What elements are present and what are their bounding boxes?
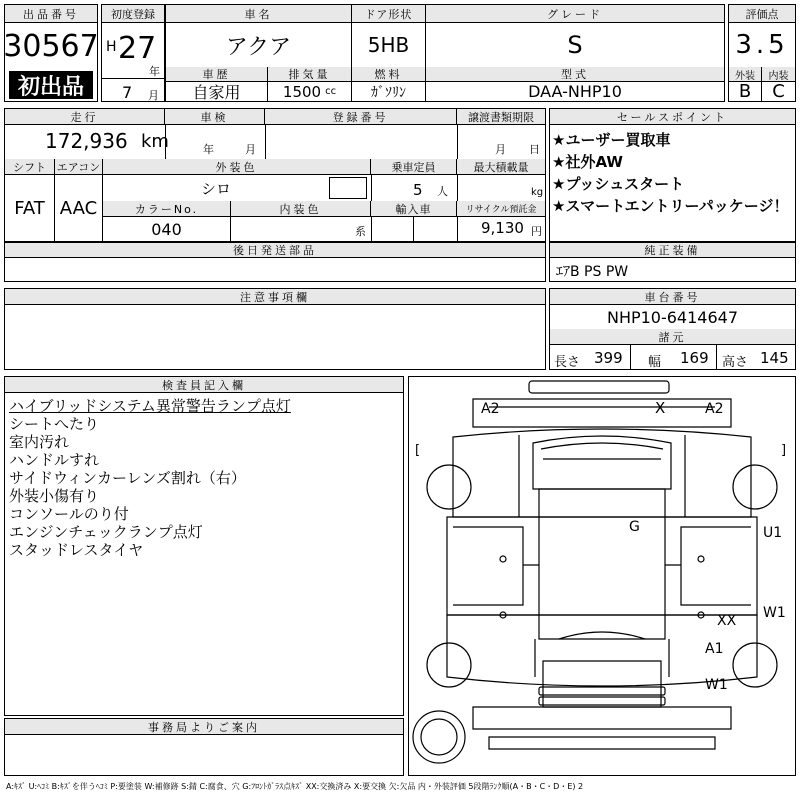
score-block	[728, 4, 796, 102]
vehicle-history: 自家用	[166, 82, 268, 101]
height-value: 145	[760, 349, 789, 367]
inspector-note: ハンドルすれ	[9, 451, 100, 469]
sales-point: ★社外AW	[552, 153, 623, 171]
chassis-number: NHP10-6414647	[606, 307, 739, 327]
car-name: アクア	[166, 23, 352, 67]
notes-label: 注意事項欄	[5, 289, 545, 305]
registration-year: 27	[118, 31, 157, 66]
sales-point: ★プッシュスタート	[552, 175, 685, 193]
damage-mark: A1	[705, 641, 724, 657]
history-label: 車歴	[166, 67, 268, 82]
lot-block	[4, 4, 98, 102]
inspector-note: 外装小傷有り	[9, 487, 100, 505]
chassis-label: 車台番号	[550, 289, 795, 305]
registration-month: 7	[122, 83, 133, 102]
inspection-year-unit: 年	[203, 143, 214, 156]
left-bracket: [	[415, 443, 421, 458]
transfer-month-unit: 月	[495, 143, 506, 156]
later-parts-label: 後日発送部品	[5, 243, 545, 258]
era: H	[106, 39, 117, 55]
door-label: ドア形状	[352, 5, 426, 23]
later-parts-block	[4, 242, 546, 282]
damage-mark: A2	[481, 401, 500, 417]
equipment-list: ｴｱB PS PW	[556, 264, 629, 280]
door-type: 5HB	[352, 23, 426, 67]
inspector-notes-label: 検査員記入欄	[5, 377, 403, 393]
height-label: 高さ	[722, 355, 749, 370]
aircon-label: エアコン	[55, 159, 103, 175]
first-registration-block	[101, 4, 165, 102]
transfer-day-unit: 日	[529, 143, 540, 156]
color-swatch	[329, 177, 367, 199]
month-unit: 月	[148, 89, 159, 102]
inspector-notes-block	[4, 376, 404, 716]
exterior-color-label: 外装色	[103, 159, 371, 175]
sales-points-block	[549, 108, 796, 242]
max-load-label: 最大積載量	[457, 159, 545, 175]
grade-label: グレード	[426, 5, 724, 23]
sales-point: ★ユーザー買取車	[552, 131, 671, 149]
first-registration-label: 初度登録	[102, 5, 164, 23]
displacement: 1500	[282, 82, 322, 101]
inspector-note: サイドウィンカーレンズ割れ（右）	[9, 469, 246, 487]
shift-type: FAT	[5, 175, 55, 241]
displacement-unit: cc	[325, 86, 337, 97]
import-label: 輸入車	[371, 201, 457, 217]
office-info-label: 事務局よりご案内	[5, 719, 403, 735]
displacement-label: 排気量	[268, 67, 352, 82]
car-name-label: 車名	[166, 5, 352, 23]
interior-color-unit: 系	[355, 225, 366, 238]
score-value: 3.5	[735, 30, 789, 60]
fuel-type: ｶﾞｿﾘﾝ	[352, 82, 426, 101]
color-number: 040	[103, 217, 231, 241]
inspection-label: 車検	[165, 109, 265, 125]
damage-mark: W1	[763, 605, 786, 621]
length-label: 長さ	[554, 355, 581, 370]
inspector-note: コンソールのり付	[9, 505, 129, 523]
equipment-label: 純正装備	[550, 243, 795, 258]
fuel-label: 燃料	[352, 67, 426, 82]
max-load-unit: kg	[531, 187, 544, 198]
damage-mark: U1	[763, 525, 783, 541]
width-label: 幅	[648, 355, 662, 370]
model-code: DAA-NHP10	[528, 82, 622, 101]
inspector-note: 室内汚れ	[9, 433, 70, 451]
exterior-score: B	[729, 82, 762, 101]
mileage: 172,936	[45, 129, 128, 153]
inspector-notes-list	[9, 397, 291, 559]
inspector-note: エンジンチェックランプ点灯	[9, 523, 203, 541]
interior-score-label: 内装	[762, 67, 795, 82]
capacity: 5	[413, 181, 423, 199]
recycle-fee-unit: 円	[531, 225, 542, 238]
dims-label: 諸元	[550, 329, 795, 345]
interior-score: C	[772, 81, 785, 102]
lot-number: 30567	[3, 28, 99, 64]
damage-mark: XX	[717, 613, 737, 629]
length-value: 399	[594, 349, 623, 367]
model-label: 型式	[426, 67, 724, 82]
year-unit: 年	[149, 65, 160, 78]
inspector-note: スタッドレスタイヤ	[9, 541, 144, 559]
exterior-color: シロ	[200, 179, 231, 198]
capacity-unit: 人	[437, 185, 448, 198]
right-bracket: ]	[781, 443, 787, 458]
exterior-score-label: 外装	[729, 67, 762, 82]
capacity-label: 乗車定員	[371, 159, 457, 175]
transfer-label: 譲渡書類期限	[457, 109, 545, 125]
mileage-unit: km	[141, 131, 169, 152]
details-grid	[4, 108, 546, 242]
damage-diagram	[408, 376, 796, 776]
damage-mark: G	[629, 519, 640, 535]
damage-legend: A:ｷｽﾞ U:ﾍｺﾐ B:ｷｽﾞを伴うﾍｺﾐ P:要塗装 W:補修跡 S:錆 C:腐食、穴 G:ﾌﾛﾝﾄｶﾞﾗｽ点ｷｽﾞ XX:交換済み X:要交換 欠:欠品 内・外装評価 5段階ﾗﾝｸ順(A・B・C・D・E) 2	[6, 782, 584, 791]
recycle-label: リサイクル預託金	[457, 201, 545, 217]
first-listing-badge: 初出品	[9, 71, 93, 99]
office-info-block	[4, 718, 404, 776]
sales-points-label: セールスポイント	[550, 109, 795, 125]
displacement-cell	[268, 82, 352, 101]
width-value: 169	[680, 349, 709, 367]
inspector-note: シートへたり	[9, 415, 100, 433]
car-outline-diagram	[409, 377, 795, 775]
recycle-fee: 9,130	[481, 219, 524, 237]
sales-points-list	[552, 129, 789, 217]
damage-mark: X	[655, 399, 666, 417]
grade: S	[567, 31, 583, 59]
shift-label: シフト	[5, 159, 55, 175]
chassis-block	[549, 288, 796, 370]
color-no-label: カラーNo.	[103, 201, 231, 217]
inspector-note: ハイブリッドシステム異常警告ランプ点灯	[9, 397, 291, 415]
inspection-month-unit: 月	[245, 143, 256, 156]
mileage-label: 走行	[5, 109, 165, 125]
notes-block	[4, 288, 546, 370]
score-label: 評価点	[729, 5, 795, 23]
plate-label: 登録番号	[265, 109, 457, 125]
equipment-block	[549, 242, 796, 282]
sales-point: ★スマートエントリーパッケージ！	[552, 197, 789, 215]
damage-mark: A2	[705, 401, 724, 417]
lot-label: 出品番号	[5, 5, 97, 23]
vehicle-info-grid	[165, 4, 725, 102]
interior-color-label: 内装色	[231, 201, 371, 217]
damage-mark: W1	[705, 677, 728, 693]
aircon-type: AAC	[55, 175, 103, 241]
